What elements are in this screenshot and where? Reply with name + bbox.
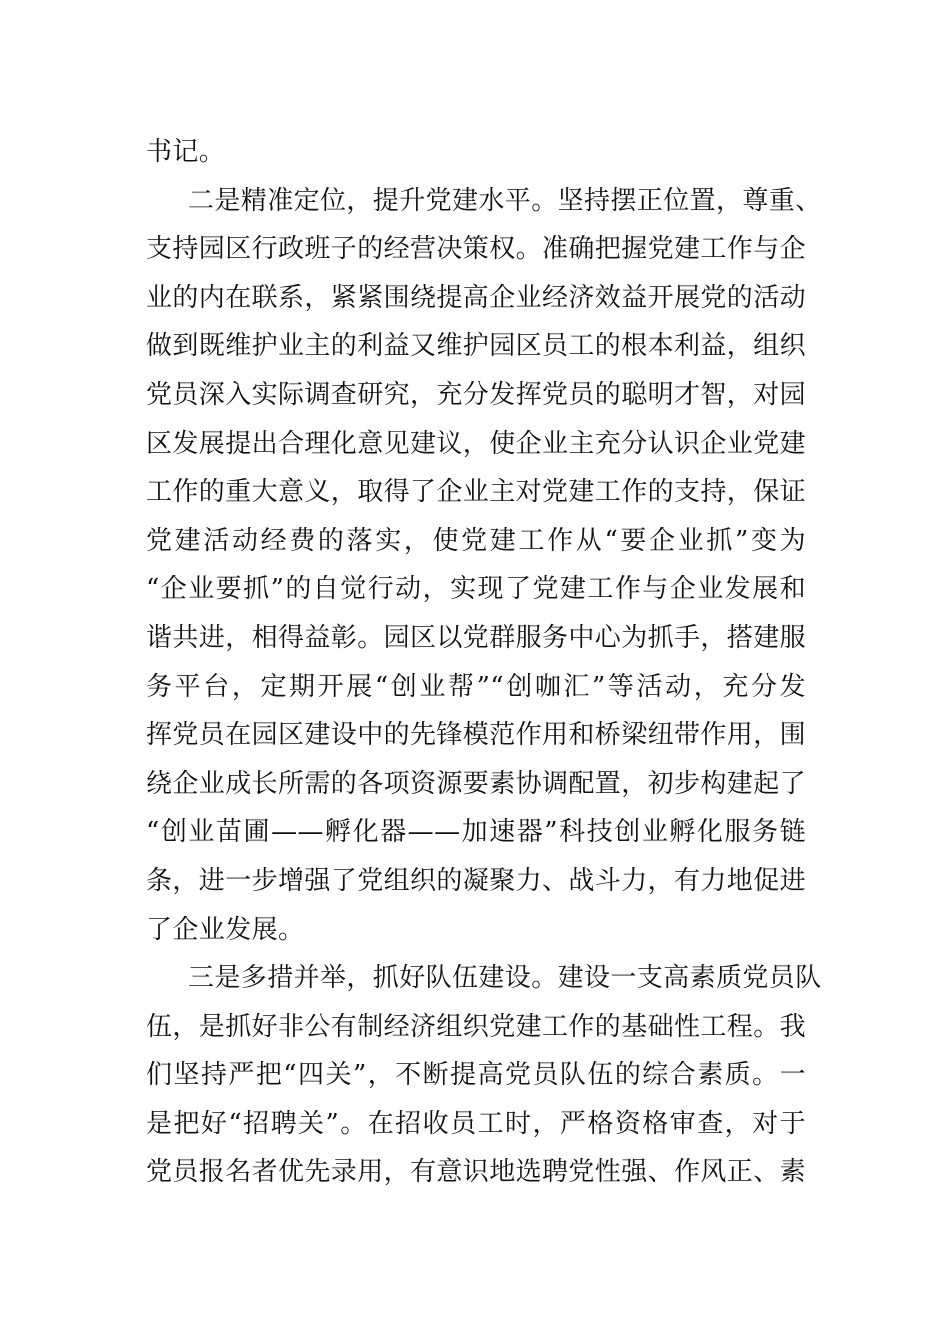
text-line: 书记。 [146,137,226,167]
text-line: 党员深入实际调查研究，充分发挥党员的聪明才智，对园 [146,379,807,410]
text-line: 党员报名者优先录用，有意识地选聘党性强、作风正、素 [146,1157,807,1188]
text-line: 支持园区行政班子的经营决策权。准确把握党建工作与企 [146,234,807,265]
text-line: 业的内在联系，紧紧围绕提高企业经济效益开展党的活动 [146,282,807,313]
text-line: 做到既维护业主的利益又维护园区员工的根本利益，组织 [146,331,807,362]
text-line: “创业苗圃——孵化器——加速器”科技创业孵化服务链 [146,817,806,848]
text-line: 伍，是抓好非公有制经济组织党建工作的基础性工程。我 [146,1011,807,1042]
text-line: 绕企业成长所需的各项资源要素协调配置，初步构建起了 [146,768,807,799]
text-line: 是把好“招聘关”。在招收员工时，严格资格审查，对于 [146,1108,806,1139]
text-line: 三是多措并举，抓好队伍建设。建设一支高素质党员队 [188,963,822,994]
text-line: 工作的重大意义，取得了企业主对党建工作的支持，保证 [146,477,807,508]
text-line: 党建活动经费的落实，使党建工作从“要企业抓”变为 [146,525,806,556]
text-line: 务平台，定期开展“创业帮”“创咖汇”等活动，充分发 [146,671,806,702]
text-line: 条，进一步增强了党组织的凝聚力、战斗力，有力地促进 [146,865,807,896]
text-line: 了企业发展。 [146,914,305,945]
body-text [146,128,822,1197]
text-line: 谐共进，相得益彰。园区以党群服务中心为抓手，搭建服 [146,622,807,653]
text-line: 挥党员在园区建设中的先锋模范作用和桥梁纽带作用，围 [146,720,807,751]
text-line: 区发展提出合理化意见建议，使企业主充分认识企业党建 [146,428,807,459]
text-line: “企业要抓”的自觉行动，实现了党建工作与企业发展和 [146,574,806,605]
text-line: 们坚持严把“四关”，不断提高党员队伍的综合素质。一 [146,1060,806,1091]
text-line: 二是精准定位，提升党建水平。坚持摆正位置，尊重、 [188,185,822,216]
